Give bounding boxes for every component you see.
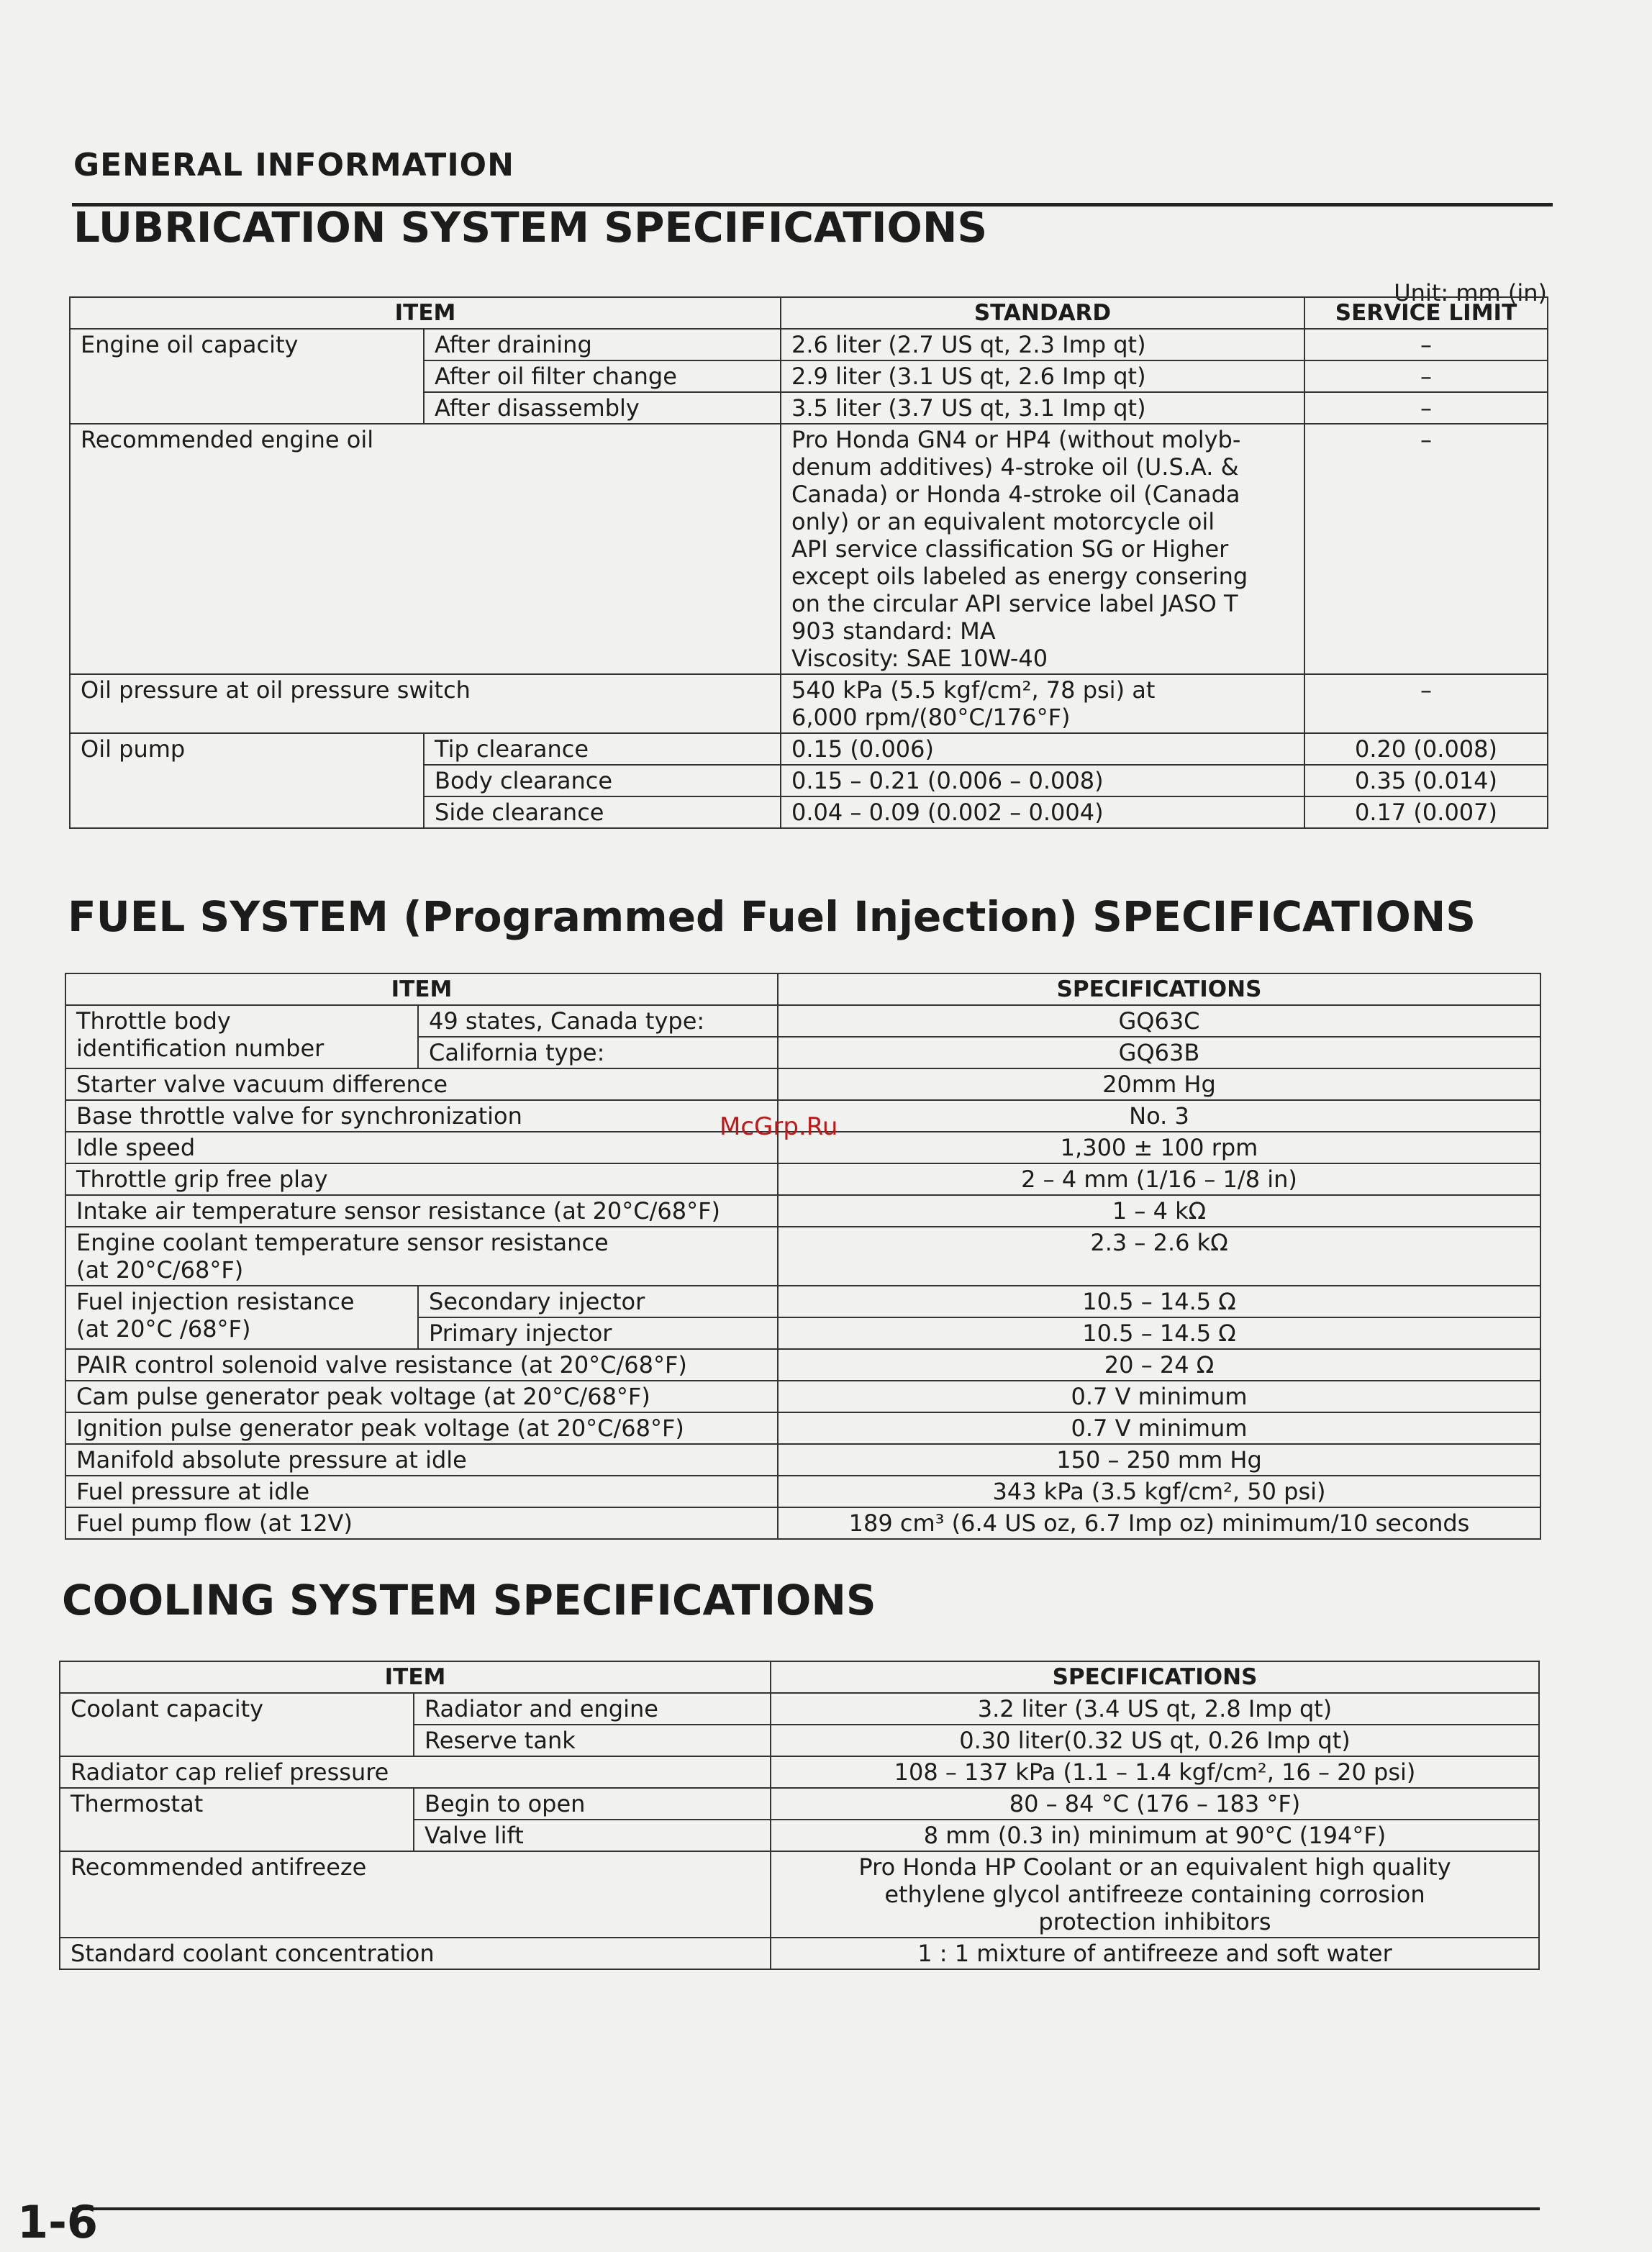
standard-cell: 0.04 – 0.09 (0.002 – 0.004) — [781, 796, 1304, 828]
spec-cell: 3.2 liter (3.4 US qt, 2.8 Imp qt) — [771, 1693, 1539, 1725]
table-row — [70, 733, 1548, 765]
spec-cell: 20mm Hg — [778, 1068, 1540, 1100]
item-cell: Throttle body identification number — [65, 1005, 418, 1068]
standard-header: STANDARD — [781, 297, 1304, 329]
item-cell: Radiator cap relief pressure — [60, 1756, 771, 1788]
table-row — [65, 1476, 1540, 1507]
table-row — [65, 1005, 1540, 1037]
cooling-title: COOLING SYSTEM SPECIFICATIONS — [62, 1576, 876, 1625]
table-row — [65, 1507, 1540, 1539]
sub-item-cell: Side clearance — [424, 796, 781, 828]
item-cell: Coolant capacity — [60, 1693, 414, 1756]
standard-cell: 2.6 liter (2.7 US qt, 2.3 Imp qt) — [781, 329, 1304, 360]
item-cell: Manifold absolute pressure at idle — [65, 1444, 778, 1476]
spec-cell: 150 – 250 mm Hg — [778, 1444, 1540, 1476]
limit-cell: 0.35 (0.014) — [1304, 765, 1548, 796]
table-row — [65, 1412, 1540, 1444]
item-cell: Cam pulse generator peak voltage (at 20°C/68°F) — [65, 1381, 778, 1412]
spec-cell: 8 mm (0.3 in) minimum at 90°C (194°F) — [771, 1820, 1539, 1851]
table-row — [65, 1068, 1540, 1100]
item-cell: Recommended antifreeze — [60, 1851, 771, 1938]
item-cell: Engine oil capacity — [70, 329, 424, 424]
standard-cell: Pro Honda GN4 or HP4 (without molyb- denum additives) 4-stroke oil (U.S.A. & Canada) or Honda 4-stroke oil (Canada only) or an equivalent motorcycle oil API service classification SG or Higher except oils labeled as energy consering on the circular API service label JASO T 903 standard: MA Viscosity: SAE 10W-40 — [781, 424, 1304, 674]
item-cell: PAIR control solenoid valve resistance (at 20°C/68°F) — [65, 1349, 778, 1381]
sub-item-cell: Reserve tank — [414, 1725, 771, 1756]
item-header: ITEM — [60, 1661, 771, 1693]
table-row — [60, 1788, 1539, 1820]
table-row — [70, 329, 1548, 360]
item-cell: Fuel pressure at idle — [65, 1476, 778, 1507]
item-cell: Engine coolant temperature sensor resistance (at 20°C/68°F) — [65, 1227, 778, 1286]
table-row — [65, 1195, 1540, 1227]
table-row — [65, 1444, 1540, 1476]
standard-cell: 0.15 – 0.21 (0.006 – 0.008) — [781, 765, 1304, 796]
table-row — [65, 1227, 1540, 1286]
fuel-table — [65, 973, 1541, 1540]
lubrication-table — [69, 296, 1548, 829]
spec-cell: GQ63B — [778, 1037, 1540, 1068]
spec-cell: 1,300 ± 100 rpm — [778, 1132, 1540, 1163]
item-header: ITEM — [70, 297, 781, 329]
standard-cell: 2.9 liter (3.1 US qt, 2.6 Imp qt) — [781, 360, 1304, 392]
sub-item-cell: Body clearance — [424, 765, 781, 796]
table-row — [65, 1286, 1540, 1317]
spec-cell: 10.5 – 14.5 Ω — [778, 1317, 1540, 1349]
table-header-row — [70, 297, 1548, 329]
sub-item-cell: Valve lift — [414, 1820, 771, 1851]
table-row — [70, 674, 1548, 733]
spec-cell: 189 cm³ (6.4 US oz, 6.7 Imp oz) minimum/10 seconds — [778, 1507, 1540, 1539]
lubrication-title: LUBRICATION SYSTEM SPECIFICATIONS — [73, 203, 988, 252]
table-row — [65, 1381, 1540, 1412]
table-row — [65, 1349, 1540, 1381]
table-header-row — [65, 973, 1540, 1005]
page-header: GENERAL INFORMATION — [73, 147, 514, 183]
limit-cell: – — [1304, 360, 1548, 392]
specifications-header: SPECIFICATIONS — [778, 973, 1540, 1005]
limit-cell: – — [1304, 329, 1548, 360]
standard-cell: 3.5 liter (3.7 US qt, 3.1 Imp qt) — [781, 392, 1304, 424]
item-cell: Ignition pulse generator peak voltage (at 20°C/68°F) — [65, 1412, 778, 1444]
sub-item-cell: Secondary injector — [418, 1286, 778, 1317]
limit-cell: 0.20 (0.008) — [1304, 733, 1548, 765]
item-cell: Starter valve vacuum difference — [65, 1068, 778, 1100]
sub-item-cell: After draining — [424, 329, 781, 360]
spec-cell: Pro Honda HP Coolant or an equivalent high quality ethylene glycol antifreeze containing corrosion protection inhibitors — [771, 1851, 1539, 1938]
limit-cell: – — [1304, 392, 1548, 424]
spec-cell: 343 kPa (3.5 kgf/cm², 50 psi) — [778, 1476, 1540, 1507]
spec-cell: No. 3 — [778, 1100, 1540, 1132]
item-cell: Fuel injection resistance (at 20°C /68°F) — [65, 1286, 418, 1349]
spec-cell: 0.7 V minimum — [778, 1381, 1540, 1412]
standard-cell: 540 kPa (5.5 kgf/cm², 78 psi) at 6,000 rpm/(80°C/176°F) — [781, 674, 1304, 733]
sub-item-cell: After disassembly — [424, 392, 781, 424]
page-number: 1-6 — [17, 2196, 99, 2248]
spec-cell: GQ63C — [778, 1005, 1540, 1037]
table-header-row — [60, 1661, 1539, 1693]
limit-cell: – — [1304, 424, 1548, 674]
cooling-table — [59, 1661, 1540, 1970]
item-cell: Fuel pump flow (at 12V) — [65, 1507, 778, 1539]
table-row — [70, 424, 1548, 674]
table-row — [65, 1163, 1540, 1195]
standard-cell: 0.15 (0.006) — [781, 733, 1304, 765]
specifications-header: SPECIFICATIONS — [771, 1661, 1539, 1693]
sub-item-cell: Tip clearance — [424, 733, 781, 765]
item-cell: Intake air temperature sensor resistance (at 20°C/68°F) — [65, 1195, 778, 1227]
item-cell: Oil pump — [70, 733, 424, 828]
table-row — [60, 1693, 1539, 1725]
watermark: McGrp.Ru — [720, 1112, 838, 1141]
spec-cell: 2 – 4 mm (1/16 – 1/8 in) — [778, 1163, 1540, 1195]
item-cell: Base throttle valve for synchronization — [65, 1100, 778, 1132]
spec-cell: 20 – 24 Ω — [778, 1349, 1540, 1381]
fuel-title: FUEL SYSTEM (Programmed Fuel Injection) SPECIFICATIONS — [68, 892, 1476, 941]
item-cell: Thermostat — [60, 1788, 414, 1851]
item-cell: Standard coolant concentration — [60, 1938, 771, 1969]
table-row — [60, 1938, 1539, 1969]
table-row — [60, 1756, 1539, 1788]
spec-cell: 10.5 – 14.5 Ω — [778, 1286, 1540, 1317]
item-header: ITEM — [65, 973, 778, 1005]
item-cell: Idle speed — [65, 1132, 778, 1163]
spec-cell: 1 – 4 kΩ — [778, 1195, 1540, 1227]
sub-item-cell: Begin to open — [414, 1788, 771, 1820]
spec-cell: 1 : 1 mixture of antifreeze and soft water — [771, 1938, 1539, 1969]
item-cell: Oil pressure at oil pressure switch — [70, 674, 781, 733]
item-cell: Throttle grip free play — [65, 1163, 778, 1195]
limit-cell: – — [1304, 674, 1548, 733]
item-cell: Recommended engine oil — [70, 424, 781, 674]
spec-cell: 80 – 84 °C (176 – 183 °F) — [771, 1788, 1539, 1820]
sub-item-cell: Primary injector — [418, 1317, 778, 1349]
table-row — [60, 1851, 1539, 1938]
footer-rule — [72, 2207, 1540, 2210]
spec-cell: 2.3 – 2.6 kΩ — [778, 1227, 1540, 1286]
sub-item-cell: 49 states, Canada type: — [418, 1005, 778, 1037]
spec-cell: 0.30 liter(0.32 US qt, 0.26 Imp qt) — [771, 1725, 1539, 1756]
limit-cell: 0.17 (0.007) — [1304, 796, 1548, 828]
spec-cell: 0.7 V minimum — [778, 1412, 1540, 1444]
spec-cell: 108 – 137 kPa (1.1 – 1.4 kgf/cm², 16 – 20 psi) — [771, 1756, 1539, 1788]
sub-item-cell: Radiator and engine — [414, 1693, 771, 1725]
sub-item-cell: After oil filter change — [424, 360, 781, 392]
service-limit-header: SERVICE LIMIT — [1304, 297, 1548, 329]
unit-note: Unit: mm (in) — [1394, 279, 1547, 307]
sub-item-cell: California type: — [418, 1037, 778, 1068]
